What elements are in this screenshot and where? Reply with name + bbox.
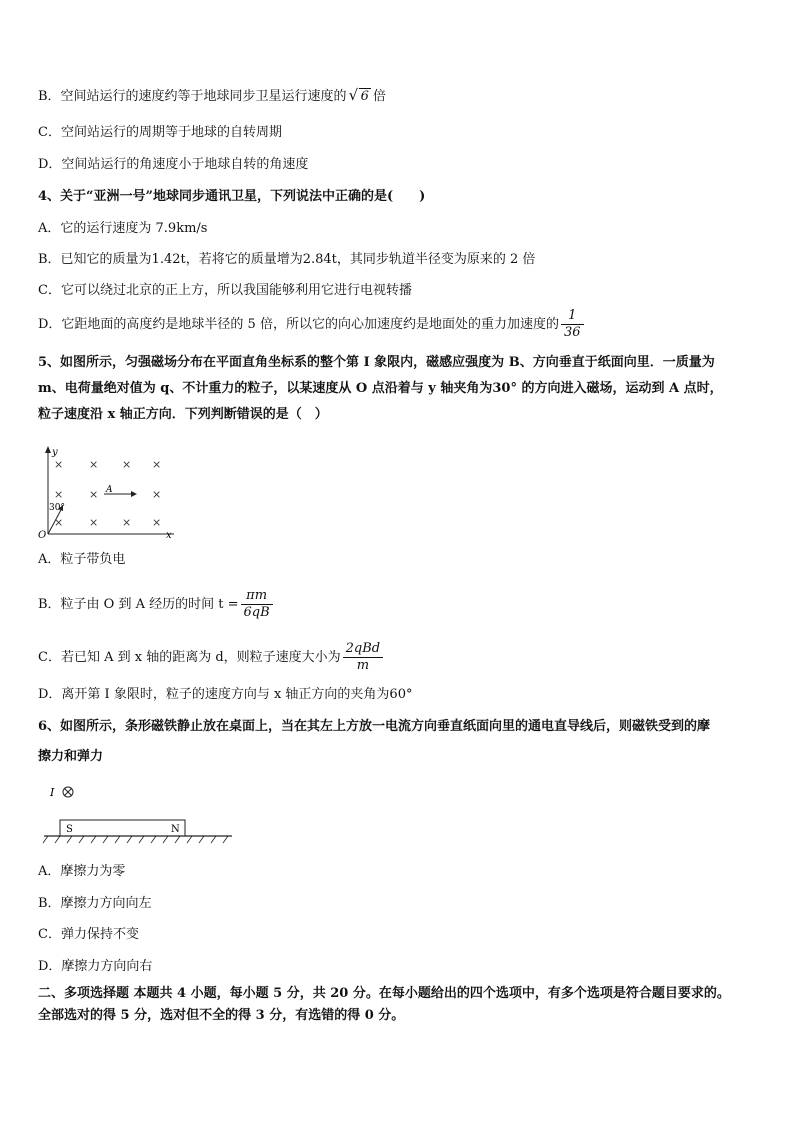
option-6d: D．摩擦力方向向右	[38, 959, 153, 974]
option-6c: C．弹力保持不变	[38, 927, 139, 942]
fraction-2qbd-m: $\frac{\text{2qBd}}{m}$	[343, 641, 383, 674]
option-5c	[38, 639, 385, 677]
option-3c: C．空间站运行的周期等于地球的自转周期	[38, 125, 282, 140]
option-3b-end: 倍	[372, 89, 386, 104]
option-4c: C．它可以绕过北京的正上方，所以我国能够利用它进行电视转播	[38, 283, 412, 298]
field-mark: ×	[54, 458, 64, 471]
north-pole-label: N	[171, 824, 180, 835]
field-mark: ×	[152, 516, 162, 529]
question-4-stem: 4、关于“亚洲一号”地球同步通讯卫星，下列说法中正确的是( )	[38, 189, 426, 204]
option-4d	[38, 306, 586, 344]
question-5-line-2: m、电荷量绝对值为 q、不计重力的粒子，以某速度从 O 点沿着与 y 轴夹角为30° 的方向进入磁场，运动到 A 点时，	[38, 381, 723, 396]
question-6-line-1: 6、如图所示，条形磁铁静止放在桌面上，当在其左上方放一电流方向垂直纸面向里的通电直导线后，则磁铁受到的摩	[38, 719, 711, 734]
option-6a: A．摩擦力为零	[38, 864, 126, 879]
question-5-stem	[38, 350, 758, 428]
section-2-header	[38, 983, 758, 1027]
x-axis-label: x	[166, 530, 172, 540]
bar-magnet-figure	[40, 780, 240, 850]
field-mark: ×	[122, 458, 132, 471]
option-4d-text: D．它距地面的高度约是地球半径的 5 倍，所以它的向心加速度约是地面处的重力加速度的	[38, 317, 559, 332]
question-6-line-2: 擦力和弹力	[38, 749, 104, 764]
field-mark: ×	[89, 458, 99, 471]
field-mark: ×	[152, 488, 162, 501]
fraction-pim-6qb: $\frac{\pi m}{6qB}$	[241, 588, 273, 621]
field-mark: ×	[89, 516, 99, 529]
current-label: I	[50, 786, 55, 799]
table-hatching	[43, 836, 228, 843]
velocity-arrow	[131, 491, 137, 497]
sqrt-expression: √ 6	[348, 86, 369, 104]
question-5-line-1: 5、如图所示，匀强磁场分布在平面直角坐标系的整个第 I 象限内，磁感应强度为 B、方向垂直于纸面向里．一质量为	[38, 355, 715, 370]
field-mark: ×	[89, 488, 99, 501]
option-3b-text: B．空间站运行的速度约等于地球同步卫星运行速度的	[38, 89, 347, 104]
option-3d: D．空间站运行的角速度小于地球自转的角速度	[38, 157, 309, 172]
question-6-stem	[38, 712, 758, 772]
option-5b-text: B．粒子由 O 到 A 经历的时间 t =	[38, 597, 239, 612]
option-5d: D．离开第 I 象限时，粒子的速度方向与 x 轴正方向的夹角为60°	[38, 687, 413, 702]
magnetic-field-figure	[34, 444, 184, 540]
field-mark: ×	[122, 516, 132, 529]
point-a-label: A	[106, 485, 113, 495]
field-mark: ×	[152, 458, 162, 471]
y-axis-label: y	[52, 447, 58, 458]
option-4a: A．它的运行速度为 7.9km/s	[38, 221, 208, 236]
field-mark: ×	[54, 488, 64, 501]
option-5c-text: C．若已知 A 到 x 轴的距离为 d，则粒子速度大小为	[38, 650, 341, 665]
option-5a: A．粒子带负电	[38, 552, 126, 567]
option-3b	[38, 88, 386, 106]
y-axis-arrow	[45, 446, 51, 453]
section-2-line-1: 二、多项选择题 本题共 4 小题，每小题 5 分，共 20 分。在每小题给出的四个选项中，有多个选项是符合题目要求的。	[38, 986, 730, 1001]
question-5-line-3: 粒子速度沿 x 轴正方向．下列判断错误的是（ ）	[38, 407, 328, 422]
section-2-line-2: 全部选对的得 5 分，选对但不全的得 3 分，有选错的得 0 分。	[38, 1008, 405, 1023]
sqrt-value: 6	[360, 89, 369, 104]
option-4b: B．已知它的质量为1.42t，若将它的质量增为2.84t，其同步轨道半径变为原来的 2 倍	[38, 252, 536, 267]
field-mark: ×	[54, 516, 64, 529]
angle-label: 30°	[49, 503, 65, 513]
origin-label: O	[38, 530, 47, 540]
option-5b	[38, 586, 275, 624]
option-6b: B．摩擦力方向向左	[38, 896, 152, 911]
bar-magnet	[60, 820, 185, 836]
fraction-1-36: $\frac{1}{36}$	[561, 308, 584, 341]
south-pole-label: S	[66, 824, 73, 835]
